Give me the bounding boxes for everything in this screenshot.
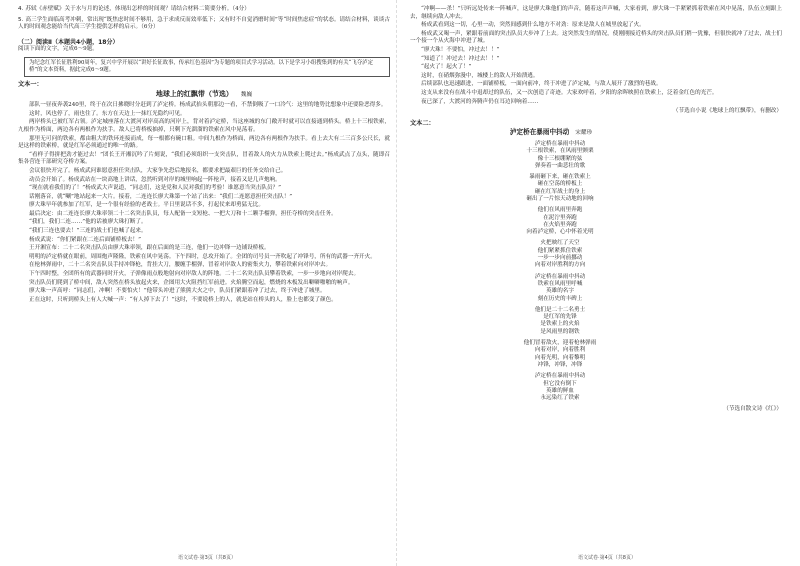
text1-source: （节选自小说《地球上的红飘带》，有删改） [672,108,782,115]
poem-line: 泸定桥在暴雨中抖动 [534,373,586,380]
poem-title: 泸定桥在暴雨中抖动 [509,128,570,137]
text1-heading [18,91,390,100]
paragraph: “知道了！冲过去！冲过去！！” [421,55,500,62]
poem-line: 泸定桥在暴雨中抖动 [534,273,586,280]
paragraph: 这支从来没有在战斗中退却过的队伍，又一次创造了奇迹。大家欢呼着，夕阳的余晖映照在铁索上，泛着金红色的光芒。 [421,89,718,96]
section-title: （二）阅读Ⅱ（本题共4小题，18分） [18,38,119,46]
text1-author: 魏巍 [240,91,253,98]
poem-line: 泸定桥在暴雨中抖动 [534,140,586,147]
question-4 [18,6,390,14]
poem-line: 向着泸定桥，心中怀着光明 [526,229,594,236]
poem-author: 宋耀珍 [575,130,593,137]
poem-line: 火把映红了天空 [540,240,580,247]
text1-title: 地球上的红飘带（节选） [155,89,233,98]
right-page [410,6,782,418]
poem-line: 铁索在风雨里呼喊 [537,280,583,287]
paragraph: 杨成武说：“你们紧跟在二连后面铺桥板去！” [29,236,142,243]
paragraph: 杨成武又喝一声，紧跟着前面的突击队员大步冲了上去。这突然发生的情况，使刚刚接近桥头的突击队员们稍一犹豫，但很快就冲了过去，战士们一个接一个从火海中冲进了城。 [410,30,782,45]
background-note-box: 为纪念红军长征胜利90周年，复兴中学开展以“讲好长征故事，传承红色基因”为专题的项目式学习活动。以下是学习小组搜集到的有关“飞夺泸定桥”的文本资料，据此完成6～9题。 [24,57,390,77]
paragraph: 最后决定：由二连连长廖大珠率领二十二名突击队员，每人配备一支短枪、一把大刀和十二颗手榴弹，担任夺桥的突击任务。 [29,210,337,217]
paragraph: 下午四时整，全团所有的武器同时开火，子弹像雨点般地射向对岸敌人的阵地。二十二名突击队员攀着铁索，一步一步地向对岸爬去。 [29,271,360,278]
question-text: 苏轼《赤壁赋》关于水与月的论述，体现出怎样的时间观？请结合材料二简要分析。（4分） [25,6,250,12]
paragraph: “起火了！起火了！” [421,64,472,71]
paragraph: “廖大珠！不要怕，冲过去！！” [421,46,500,53]
stanza [470,307,650,336]
question-5 [18,17,390,32]
poem-line: 永远染红了铁索 [540,395,580,402]
poem-line: 暴雨砸下来，砸在铁索上 [529,174,591,181]
paragraph: 那里无可问的铁索，都由粗大的铁环连接而成，每一根都有碗口粗。中间九根作为桥面，两边各有两根作为扶手。看上去大有二三百多公尺长，就是这样的铁索桥，就是红军必须通过的唯一的路。 [18,135,390,150]
question-text: 高三学生面临高考冲刺，常出现“既焦虑时间不够用，急于求成反而效率低下；又有时不自觉消磨时间”等“时间焦虑症”的状态。请结合材料，谈谈古人的时间观念能给当代高三学生提供怎样的启示。（6分） [18,16,390,31]
poem-line: 砸出了一片惊天动地的回响 [526,195,594,202]
poem-line: 一步一步向前挪动 [537,255,583,262]
poem-source: （节选自散文诗《红》） [723,406,782,413]
poem-line: 他们紧紧抓住铁索 [537,247,583,254]
page-footer-left: 语文试卷·第3页（共8页） [178,555,236,561]
poem-line: 是风雨里的钢铁 [540,328,580,335]
paragraph: 部队一昼夜奔袭240里，终于在次日拂晓时分赶到了泸定桥。杨成武抬头朝那边一看，不禁倒吸了一口冷气：这里的地势比想象中还要险恶得多。 [29,102,387,109]
paragraph: 王开湘宣布：二十二名突击队员由廖大珠率领，跟在后面的是三连，他们一边冲锋一边铺设桥板。 [29,245,270,252]
paragraph: 明明的泸定桥就在眼前，周围炮声隆隆，铁索在风中晃荡。下午四时，总攻开始了。全团的司号员一齐吹起了冲锋号，所有的武器一齐开火。 [29,253,376,260]
paragraph: “我们三连也要去！”三连的战士们也喊了起来。 [29,228,147,235]
paragraph: 廖大珠早年就参加了红军，是一个很有经验的老战士。平日里说话不多，打起仗来却勇猛无比。 [29,202,264,209]
poem-body [410,141,782,403]
page-fold-divider [396,0,397,566]
paragraph: 在枪林弹雨中，二十二名突击队员手持冲锋枪，背挂大刀，腰缠手榴弹，冒着对岸敌人的密集火力，攀着铁索向对岸冲去。 [29,262,332,269]
paragraph: 这时，在硝烟弥漫中，城楼上的敌人开始溃逃。 [421,72,539,79]
paragraph: “我们，我们二连……”他的话被廖大珠打断了。 [29,219,147,226]
question-number: 4. [18,6,24,12]
paragraph: 突击队员们爬到了桥中间，敌人突然在桥头放起火来，企图用大火阻挡红军前进。火焰腾空而起，燃烧的木板发出噼噼啪啪的响声。 [29,279,354,286]
poem-line: 十三根铁索，在风雨里颤栗 [526,148,594,155]
poem-line: 向着光明，向着黎明 [534,354,586,361]
poem-line: 他们冒着敌火，迎着枪林弹雨 [523,340,597,347]
paragraph: 廖大珠一声高呼：“同志们，冲啊！不要怕火！”他带头冲进了熊熊大火之中，队员们紧跟着冲了过去，终于冲进了城里。 [29,288,326,295]
text1-body-continued [410,6,782,106]
poem-line: 是红军的先锋 [543,314,577,321]
stanza [470,340,650,369]
text1-body [18,102,390,304]
poem-line: 英雄的鲜血 [546,387,574,394]
stanza [470,240,650,269]
poem-line: 但它没有倒下 [543,380,577,387]
stanza [470,141,650,170]
poem-line: 像十三根绷紧的弦 [537,155,583,162]
poem-line: 他们在风雨里奔跑 [537,207,583,214]
poem-line: 他们是二十二名勇士 [534,306,586,313]
paragraph: 夜已深了，大渡河的奔腾声仍在耳边回响着…… [421,98,539,105]
section-instructions: 阅读下面的文字，完成6～9题。 [18,46,98,53]
poem-line: 向着对岸，向着胜利 [534,347,586,354]
paragraph: “现在就看我们的了！”杨成武大声说道，“同志们，这是党和人民对我们的考验！谁愿意当突击队员？” [29,185,281,192]
paragraph: 话刚落音，就“唰”地站起来一大片。接着，二连连长廖大珠第一个站了出来：“我们二连愿意担任突击队！” [29,193,293,200]
paragraph: “看样子得拼把劲才能过去！”团长王开湘沉吟了片刻说，“我们必须组织一支突击队，冒着敌人的火力从铁索上爬过去。”杨成武点了点头，随即召集各营连干部研究夺桥方案。 [18,151,390,166]
poem-line: 向着对岸胜利的方向 [534,262,586,269]
paragraph: 两岸桥头已被红军占领。泸定城座落在大渡河对岸高高的河岸上，背对着泸定桥，当这座城的东门敞开时就可以直接通到桥头。桥上十三根铁索，九根作为桥面，两边各有两根作为扶手。敌人已将桥板抽掉，只剩下光溜溜的铁索在风中晃荡着。 [18,119,390,133]
text2-label: 文本二： [410,119,435,127]
question-number: 5. [18,16,24,23]
paragraph: “冲啊——杀！”只听远处传来一阵喊声，这是廖大珠他们的声音，随着这声声喊，大家看到，廖大珠一手紧紧抓着铁索在风中晃荡，队伍立刻跟上去，继续向敌人冲去。 [410,6,782,20]
stanza [470,174,650,203]
paragraph: 会议很快开完了。杨成武问谁愿意担任突击队，大家争先恐后地报名，都要求把最艰巨的任务交给自己。 [29,167,287,174]
stanza [470,207,650,236]
poem-line: 刻在历史的丰碑上 [537,295,583,302]
poem-line: 弹奏着一曲悲壮的歌 [534,162,586,169]
poem-line: 冲锋，冲锋，冲锋 [537,361,583,368]
poem-line: 是铁索上的火焰 [540,321,580,328]
paragraph: 这时，风也停了，雨也住了。东方在天边上一抹红光隐约可见。 [29,110,186,117]
stanza [470,373,650,402]
page-footer-right: 语文试卷·第4页（共8页） [578,555,636,561]
poem-line: 在火焰里奔跑 [543,221,577,228]
poem-heading [410,129,782,138]
stanza [470,274,650,303]
left-page [18,6,390,305]
paragraph: 正在这时，只听到桥头上有人大喊一声：“有人掉下去了！”这时，不要说桥上的人，就是站在桥头的人，脸上也都变了颜色。 [29,296,337,303]
paragraph: 后续部队也迅速跟进，一面铺桥板，一面向前冲，终于冲进了泸定城，与敌人展开了激烈的巷战。 [421,81,662,88]
text1-label: 文本一： [18,80,43,88]
paragraph: 杨成武看到这一切，心里一动，突然间感到什么地方不对劲：原来是敌人在城里放起了火。 [421,22,645,29]
poem-line: 砸在红军战士的身上 [534,188,586,195]
poem-line: 英雄的名字 [546,288,574,295]
poem-line: 在泥泞里奔跑 [543,214,577,221]
paragraph: 动员会开始了。杨成武站在一块高地上讲话，忽然听到对岸的城里响起一阵枪声，接着又是几声炮响。 [29,176,281,183]
poem-line: 砸在空荡的桥板上 [537,181,583,188]
